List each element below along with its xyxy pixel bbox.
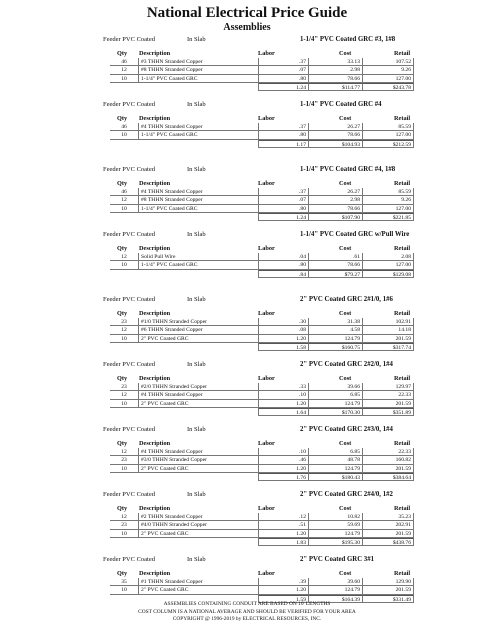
column-header-description: Description [139,310,171,317]
cell-cost: 39.66 [308,383,362,391]
total-labor: 1.58 [258,343,308,351]
column-header-retail: Retail [394,375,411,382]
cell-qty: 12 [110,66,138,74]
column-header-cost: Cost [339,310,352,317]
cell-retail: 202.91 [362,521,414,529]
column-headers [0,504,494,513]
totals-row [0,408,494,416]
cell-retail: 129.90 [362,578,414,586]
section-header [0,554,494,565]
cell-retail: 85.59 [362,123,414,131]
cell-description: 2" PVC Coated GRC [138,335,258,343]
column-header-retail: Retail [394,50,411,57]
cell-retail: 201.59 [362,530,414,538]
cell-labor: .46 [258,456,308,464]
cell-qty: 23 [110,521,138,529]
table-row [0,131,494,139]
cell-qty: 10 [110,205,138,213]
cell-retail: 201.59 [362,586,414,594]
item-table [0,318,494,351]
column-header-qty: Qty [117,180,128,187]
section-assembly-name: 1-1/4" PVC Coated GRC #4 [300,101,382,108]
total-cost: $107.90 [308,213,362,221]
cell-retail: 35.23 [362,513,414,521]
total-labor: 1.24 [258,213,308,221]
column-header-labor: Labor [258,375,275,382]
table-row [0,400,494,408]
item-table [0,448,494,481]
cell-retail: 129.97 [362,383,414,391]
cell-labor: .39 [258,578,308,586]
section-header [0,34,494,45]
cell-retail: 22.33 [362,448,414,456]
item-table [0,513,494,546]
cell-cost: .61 [308,253,362,261]
assembly-section [0,99,494,164]
section-assembly-name: 2" PVC Coated GRC 2#1/0, 1#6 [300,296,393,303]
totals-row [0,343,494,351]
cell-description: #1/0 THHN Stranded Copper [138,318,258,326]
total-retail: $331.49 [362,595,414,603]
column-headers [0,374,494,383]
table-row [0,123,494,131]
cell-labor: 1.20 [258,465,308,473]
table-row [0,205,494,213]
table-row [0,326,494,334]
cell-labor: .10 [258,391,308,399]
cell-retail: 201.59 [362,465,414,473]
section-category: Feeder PVC Coated [103,101,155,108]
column-header-qty: Qty [117,440,128,447]
column-header-qty: Qty [117,310,128,317]
cell-description: #4/0 THHN Stranded Copper [138,521,258,529]
table-row [0,196,494,204]
cell-description: #4 THHN Stranded Copper [138,448,258,456]
cell-qty: 10 [110,586,138,594]
cell-retail: 127.00 [362,131,414,139]
cell-retail: 107.52 [362,58,414,66]
cell-description: #4 THHN Stranded Copper [138,188,258,196]
cell-qty: 23 [110,456,138,464]
cell-description: #6 THHN Stranded Copper [138,326,258,334]
item-table [0,578,494,603]
totals-row [0,473,494,481]
section-location: In Slab [187,556,206,563]
column-header-cost: Cost [339,375,352,382]
footer-copyright: COPYRIGHT @ 1996-2019 by ELECTRICAL RESOURCES, INC. [172,616,322,622]
table-row [0,578,494,586]
cell-qty: 12 [110,448,138,456]
column-headers [0,569,494,578]
cell-qty: 23 [110,318,138,326]
column-header-labor: Labor [258,115,275,122]
cell-qty: 46 [110,188,138,196]
column-header-description: Description [139,375,171,382]
cell-labor: 1.20 [258,335,308,343]
column-header-description: Description [139,505,171,512]
column-header-cost: Cost [339,570,352,577]
cell-retail: 9.26 [362,66,414,74]
section-header [0,229,494,240]
cell-description: 2" PVC Coated GRC [138,530,258,538]
assembly-section [0,424,494,489]
column-header-qty: Qty [117,115,128,122]
table-row [0,383,494,391]
column-headers [0,309,494,318]
section-assembly-name: 2" PVC Coated GRC 2#2/0, 1#4 [300,361,393,368]
section-location: In Slab [187,296,206,303]
column-header-labor: Labor [258,505,275,512]
page-title: National Electrical Price Guide [146,5,348,21]
cell-qty: 23 [110,383,138,391]
cell-qty: 46 [110,58,138,66]
table-row [0,335,494,343]
total-cost: $164.39 [308,595,362,603]
total-retail: $129.08 [362,270,414,278]
column-header-retail: Retail [394,570,411,577]
column-header-qty: Qty [117,245,128,252]
column-header-description: Description [139,115,171,122]
column-header-cost: Cost [339,50,352,57]
cell-cost: 78.66 [308,131,362,139]
cell-labor: .33 [258,383,308,391]
section-assembly-name: 2" PVC Coated GRC 3#1 [300,556,375,563]
table-row [0,521,494,529]
item-table [0,188,494,221]
totals-row [0,140,494,148]
section-category: Feeder PVC Coated [103,491,155,498]
cell-labor: .37 [258,58,308,66]
table-row [0,75,494,83]
item-table [0,58,494,91]
column-header-cost: Cost [339,505,352,512]
table-row [0,318,494,326]
cell-cost: 48.78 [308,456,362,464]
cell-cost: 6.85 [308,391,362,399]
cell-qty: 46 [110,123,138,131]
total-retail: $438.76 [362,538,414,546]
total-labor: 1.76 [258,473,308,481]
column-headers [0,49,494,58]
assembly-section [0,359,494,424]
cell-qty: 12 [110,326,138,334]
column-header-description: Description [139,180,171,187]
section-location: In Slab [187,101,206,108]
column-header-cost: Cost [339,440,352,447]
column-headers [0,114,494,123]
total-labor: 1.24 [258,83,308,91]
column-header-description: Description [139,50,171,57]
cell-qty: 10 [110,530,138,538]
total-cost: $104.93 [308,140,362,148]
section-header [0,359,494,370]
cell-qty: 12 [110,253,138,261]
cell-description: #1 THHN Stranded Copper [138,578,258,586]
column-header-cost: Cost [339,180,352,187]
column-header-labor: Labor [258,440,275,447]
total-retail: $351.89 [362,408,414,416]
column-header-cost: Cost [339,245,352,252]
section-header [0,294,494,305]
total-labor: 1.59 [258,595,308,603]
section-category: Feeder PVC Coated [103,361,155,368]
cell-description: 1-1/4" PVC Coated GRC [138,261,258,269]
table-row [0,261,494,269]
cell-cost: 2.98 [308,196,362,204]
section-category: Feeder PVC Coated [103,36,155,43]
column-header-description: Description [139,440,171,447]
column-headers [0,179,494,188]
total-cost: $195.30 [308,538,362,546]
cell-retail: 201.59 [362,335,414,343]
cell-cost: 6.85 [308,448,362,456]
cell-retail: 14.18 [362,326,414,334]
table-row [0,465,494,473]
cell-labor: .10 [258,448,308,456]
section-assembly-name: 2" PVC Coated GRC 2#3/0, 1#4 [300,426,393,433]
cell-cost: 31.38 [308,318,362,326]
cell-qty: 12 [110,391,138,399]
footer-note-cost: COST COLUMN IS A NATIONAL AVERAGE AND SHOULD BE VERIFIED FOR YOUR AREA [138,608,356,615]
cell-description: 2" PVC Coated GRC [138,586,258,594]
cell-retail: 127.00 [362,205,414,213]
section-header [0,164,494,175]
cell-cost: 78.66 [308,261,362,269]
cell-qty: 10 [110,400,138,408]
total-labor: 1.17 [258,140,308,148]
column-headers [0,439,494,448]
cell-cost: 26.27 [308,188,362,196]
assembly-section [0,489,494,554]
cell-labor: .37 [258,188,308,196]
section-category: Feeder PVC Coated [103,166,155,173]
table-row [0,391,494,399]
totals-row [0,538,494,546]
total-cost: $79.27 [308,270,362,278]
cell-qty: 10 [110,465,138,473]
cell-labor: .80 [258,75,308,83]
cell-description: #2/0 THHN Stranded Copper [138,383,258,391]
table-row [0,253,494,261]
cell-cost: 124.79 [308,400,362,408]
item-table [0,253,494,278]
section-location: In Slab [187,426,206,433]
section-location: In Slab [187,491,206,498]
cell-labor: .07 [258,66,308,74]
section-assembly-name: 1-1/4" PVC Coated GRC #3, 1#8 [300,36,396,43]
cell-description: Solid Pull Wire [138,253,258,261]
cell-labor: .04 [258,253,308,261]
column-header-retail: Retail [394,310,411,317]
table-row [0,188,494,196]
column-header-retail: Retail [394,505,411,512]
column-header-retail: Retail [394,440,411,447]
section-category: Feeder PVC Coated [103,231,155,238]
column-header-retail: Retail [394,245,411,252]
cell-qty: 35 [110,578,138,586]
cell-retail: 102.91 [362,318,414,326]
total-cost: $160.75 [308,343,362,351]
totals-row [0,270,494,278]
column-header-qty: Qty [117,570,128,577]
item-table [0,123,494,148]
column-header-qty: Qty [117,505,128,512]
section-location: In Slab [187,36,206,43]
cell-labor: 1.20 [258,530,308,538]
cell-retail: 85.59 [362,188,414,196]
cell-labor: .51 [258,521,308,529]
totals-row [0,213,494,221]
cell-retail: 9.26 [362,196,414,204]
cell-description: #8 THHN Stranded Copper [138,66,258,74]
column-header-description: Description [139,570,171,577]
cell-qty: 10 [110,131,138,139]
table-row [0,58,494,66]
total-labor: 1.64 [258,408,308,416]
total-retail: $221.85 [362,213,414,221]
cell-description: #2 THHN Stranded Copper [138,513,258,521]
cell-cost: 2.98 [308,66,362,74]
cell-description: #4 THHN Stranded Copper [138,123,258,131]
cell-cost: 59.69 [308,521,362,529]
total-labor: .84 [258,270,308,278]
cell-labor: .07 [258,196,308,204]
cell-labor: .37 [258,123,308,131]
column-header-labor: Labor [258,245,275,252]
table-row [0,513,494,521]
cell-description: 2" PVC Coated GRC [138,465,258,473]
table-row [0,448,494,456]
table-row [0,456,494,464]
cell-labor: 1.20 [258,586,308,594]
cell-cost: 4.58 [308,326,362,334]
column-headers [0,244,494,253]
assembly-section [0,164,494,229]
column-header-qty: Qty [117,375,128,382]
section-header [0,99,494,110]
cell-labor: .12 [258,513,308,521]
page-subtitle: Assemblies [223,22,271,33]
cell-cost: 39.60 [308,578,362,586]
assembly-section [0,229,494,294]
section-assembly-name: 2" PVC Coated GRC 2#4/0, 1#2 [300,491,393,498]
cell-labor: 1.20 [258,400,308,408]
cell-description: 1-1/4" PVC Coated GRC [138,131,258,139]
cell-cost: 26.27 [308,123,362,131]
column-header-retail: Retail [394,180,411,187]
total-cost: $114.77 [308,83,362,91]
total-retail: $317.74 [362,343,414,351]
cell-cost: 33.13 [308,58,362,66]
section-location: In Slab [187,361,206,368]
footer-note-lengths: ASSEMBLIES CONTAINING CONDUIT ARE BASED ON 10' LENGTHS [163,601,331,607]
column-header-labor: Labor [258,50,275,57]
cell-description: 1-1/4" PVC Coated GRC [138,75,258,83]
cell-cost: 124.79 [308,465,362,473]
cell-description: #3/0 THHN Stranded Copper [138,456,258,464]
cell-qty: 10 [110,75,138,83]
cell-cost: 124.79 [308,586,362,594]
section-category: Feeder PVC Coated [103,296,155,303]
section-category: Feeder PVC Coated [103,426,155,433]
cell-cost: 78.66 [308,205,362,213]
cell-qty: 10 [110,261,138,269]
cell-cost: 78.66 [308,75,362,83]
cell-description: #3 THHN Stranded Copper [138,58,258,66]
assembly-section [0,34,494,99]
section-header [0,424,494,435]
cell-description: #4 THHN Stranded Copper [138,391,258,399]
table-row [0,530,494,538]
table-row [0,66,494,74]
total-retail: $384.64 [362,473,414,481]
cell-qty: 10 [110,335,138,343]
section-header [0,489,494,500]
cell-retail: 127.00 [362,261,414,269]
section-category: Feeder PVC Coated [103,556,155,563]
column-header-cost: Cost [339,115,352,122]
column-header-qty: Qty [117,50,128,57]
assembly-section [0,294,494,359]
table-row [0,586,494,594]
cell-retail: 160.82 [362,456,414,464]
total-retail: $243.78 [362,83,414,91]
item-table [0,383,494,416]
column-header-labor: Labor [258,570,275,577]
cell-description: 2" PVC Coated GRC [138,400,258,408]
cell-qty: 12 [110,196,138,204]
section-location: In Slab [187,166,206,173]
section-assembly-name: 1-1/4" PVC Coated GRC #4, 1#8 [300,166,396,173]
column-header-labor: Labor [258,310,275,317]
section-location: In Slab [187,231,206,238]
cell-cost: 124.79 [308,530,362,538]
total-labor: 1.83 [258,538,308,546]
cell-labor: .30 [258,318,308,326]
column-header-description: Description [139,245,171,252]
cell-cost: 124.79 [308,335,362,343]
cell-labor: .80 [258,205,308,213]
cell-retail: 2.08 [362,253,414,261]
total-cost: $180.43 [308,473,362,481]
cell-labor: .08 [258,326,308,334]
cell-retail: 201.59 [362,400,414,408]
cell-labor: .80 [258,131,308,139]
total-retail: $212.59 [362,140,414,148]
column-header-retail: Retail [394,115,411,122]
section-assembly-name: 1-1/4" PVC Coated GRC w/Pull Wire [300,231,410,238]
column-header-labor: Labor [258,180,275,187]
cell-retail: 22.33 [362,391,414,399]
cell-labor: .80 [258,261,308,269]
cell-qty: 12 [110,513,138,521]
totals-row [0,83,494,91]
cell-retail: 127.00 [362,75,414,83]
total-cost: $170.30 [308,408,362,416]
assembly-sections [0,34,494,619]
cell-cost: 10.82 [308,513,362,521]
cell-description: 1-1/4" PVC Coated GRC [138,205,258,213]
cell-description: #8 THHN Stranded Copper [138,196,258,204]
